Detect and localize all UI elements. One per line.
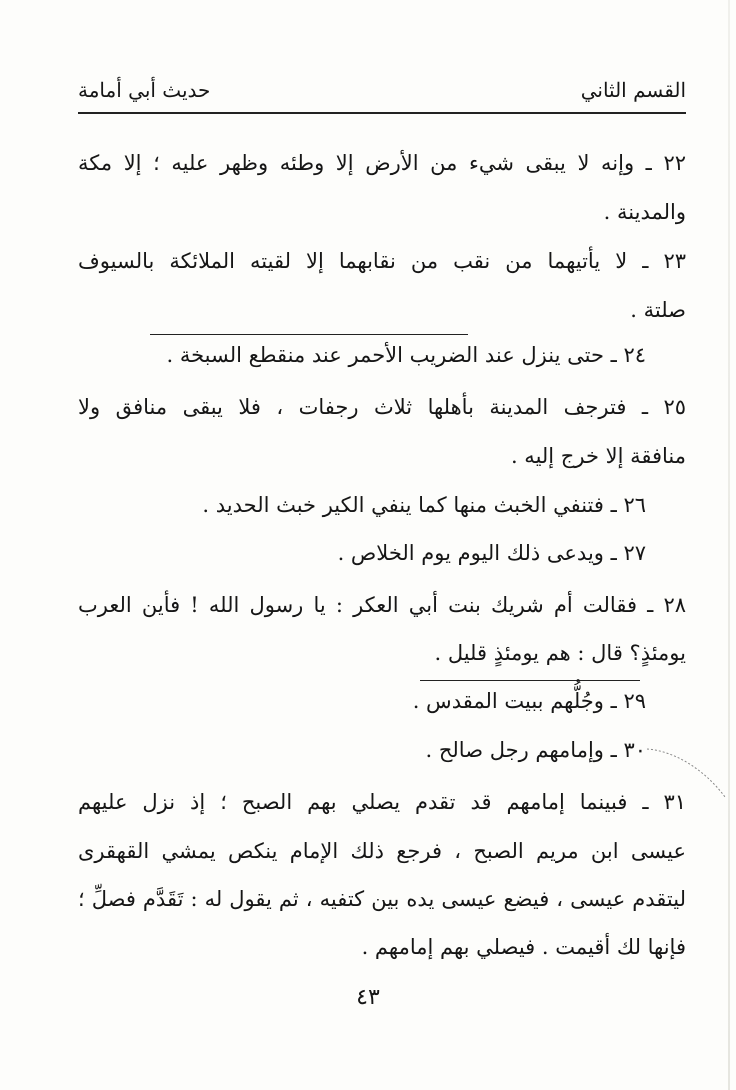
text-line: ٣١ ـ فبينما إمامهم قد تقدم يصلي بهم الصبح ؛ إذ نزل عليهم: [78, 790, 686, 814]
text-line: ٣٠ ـ وإمامهم رجل صالح .: [425, 738, 646, 762]
chapter-title: حديث أبي أمامة: [78, 78, 211, 102]
text-line: ٢٢ ـ وإنه لا يبقى شيء من الأرض إلا وطئه وظهر عليه ؛ إلا مكة: [78, 151, 686, 175]
text-line: ٢٤ ـ حتى ينزل عند الضريب الأحمر عند منقطع السبخة .: [166, 343, 646, 367]
text-line: ٢٩ ـ وجُلُّهم ببيت المقدس .: [412, 689, 646, 713]
text-line: صلتة .: [630, 298, 686, 322]
page-number: ٤٣: [356, 985, 380, 1010]
text-line: ٢٥ ـ فترجف المدينة بأهلها ثلاث رجفات ، فلا يبقى منافق ولا: [78, 395, 686, 419]
text-line: فإنها لك أقيمت . فيصلي بهم إمامهم .: [361, 935, 686, 959]
text-line: والمدينة .: [603, 200, 686, 224]
annotation-overline: [420, 680, 640, 681]
section-title: القسم الثاني: [580, 78, 686, 102]
header-rule: [78, 112, 686, 114]
text-line: ٢٨ ـ فقالت أم شريك بنت أبي العكر : يا رسول الله ! فأين العرب: [78, 593, 686, 617]
text-line: ليتقدم عيسى ، فيضع عيسى يده بين كتفيه ، ثم يقول له : تَقَدَّم فصلِّ ؛: [78, 887, 686, 911]
text-line: منافقة إلا خرج إليه .: [510, 444, 686, 468]
annotation-overline: [150, 334, 468, 335]
scan-edge: [728, 0, 730, 1090]
running-header: [78, 78, 686, 102]
text-line: يومئذٍ؟ قال : هم يومئذٍ قليل .: [434, 641, 686, 665]
text-line: ٢٧ ـ ويدعى ذلك اليوم يوم الخلاص .: [337, 541, 646, 565]
text-line: ٢٣ ـ لا يأتيهما من نقب من نقابهما إلا لقيته الملائكة بالسيوف: [78, 249, 686, 273]
text-line: عيسى ابن مريم الصبح ، فرجع ذلك الإمام ينكص يمشي القهقرى: [78, 839, 686, 863]
text-line: ٢٦ ـ فتنفي الخبث منها كما ينفي الكير خبث الحديد .: [202, 493, 646, 517]
